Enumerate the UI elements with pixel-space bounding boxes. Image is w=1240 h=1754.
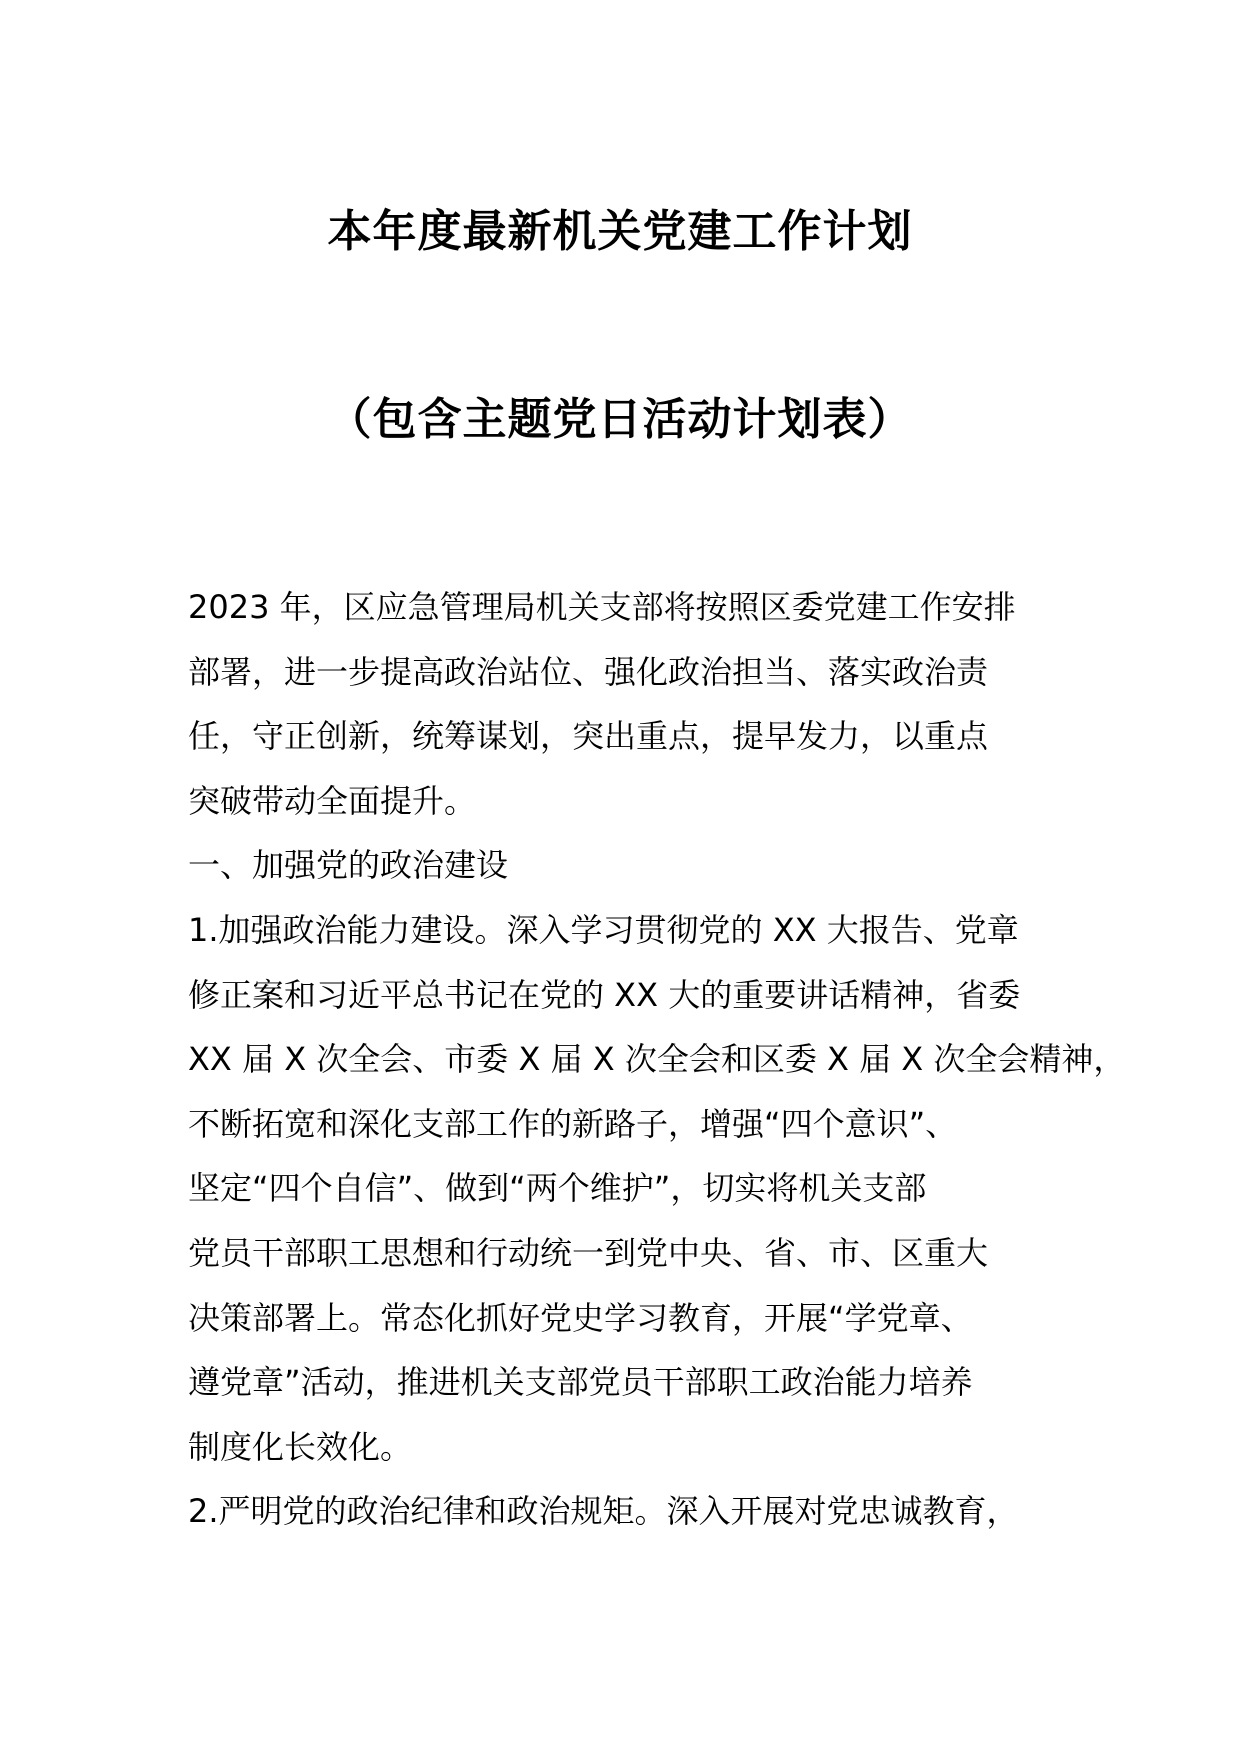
body-line: 遵党章”活动，推进机关支部党员干部职工政治能力培养 xyxy=(188,1363,973,1402)
document-title: 本年度最新机关党建工作计划 xyxy=(327,206,913,257)
body-line: 2.严明党的政治纪律和政治规矩。深入开展对党忠诚教育， xyxy=(188,1492,1019,1531)
document-subtitle: （包含主题党日活动计划表） xyxy=(327,394,913,445)
body-line: 不断拓宽和深化支部工作的新路子，增强“四个意识”、 xyxy=(188,1104,958,1143)
body-line: 修正案和习近平总书记在党的 XX 大的重要讲话精神，省委 xyxy=(188,975,1021,1014)
section-heading: 一、加强党的政治建设 xyxy=(188,846,509,885)
body-line: 2023 年，区应急管理局机关支部将按照区委党建工作安排 xyxy=(188,588,1016,626)
document-body xyxy=(188,575,1126,1544)
body-line: 党员干部职工思想和行动统一到党中央、省、市、区重大 xyxy=(188,1233,989,1272)
body-line: 部署，进一步提高政治站位、强化政治担当、落实政治责 xyxy=(188,652,989,691)
body-line: 制度化长效化。 xyxy=(188,1427,413,1466)
body-line: 坚定“四个自信”、做到“两个维护”，切实将机关支部 xyxy=(188,1169,927,1208)
body-line: 任，守正创新，统筹谋划，突出重点，提早发力，以重点 xyxy=(188,717,989,756)
body-line: 1.加强政治能力建设。深入学习贯彻党的 XX 大报告、党章 xyxy=(188,910,1019,949)
body-line: 决策部署上。常态化抓好党史学习教育，开展“学党章、 xyxy=(188,1298,973,1337)
body-line: XX 届 X 次全会、市委 X 届 X 次全会和区委 X 届 X 次全会精神， xyxy=(188,1040,1126,1079)
body-line: 突破带动全面提升。 xyxy=(188,781,477,820)
